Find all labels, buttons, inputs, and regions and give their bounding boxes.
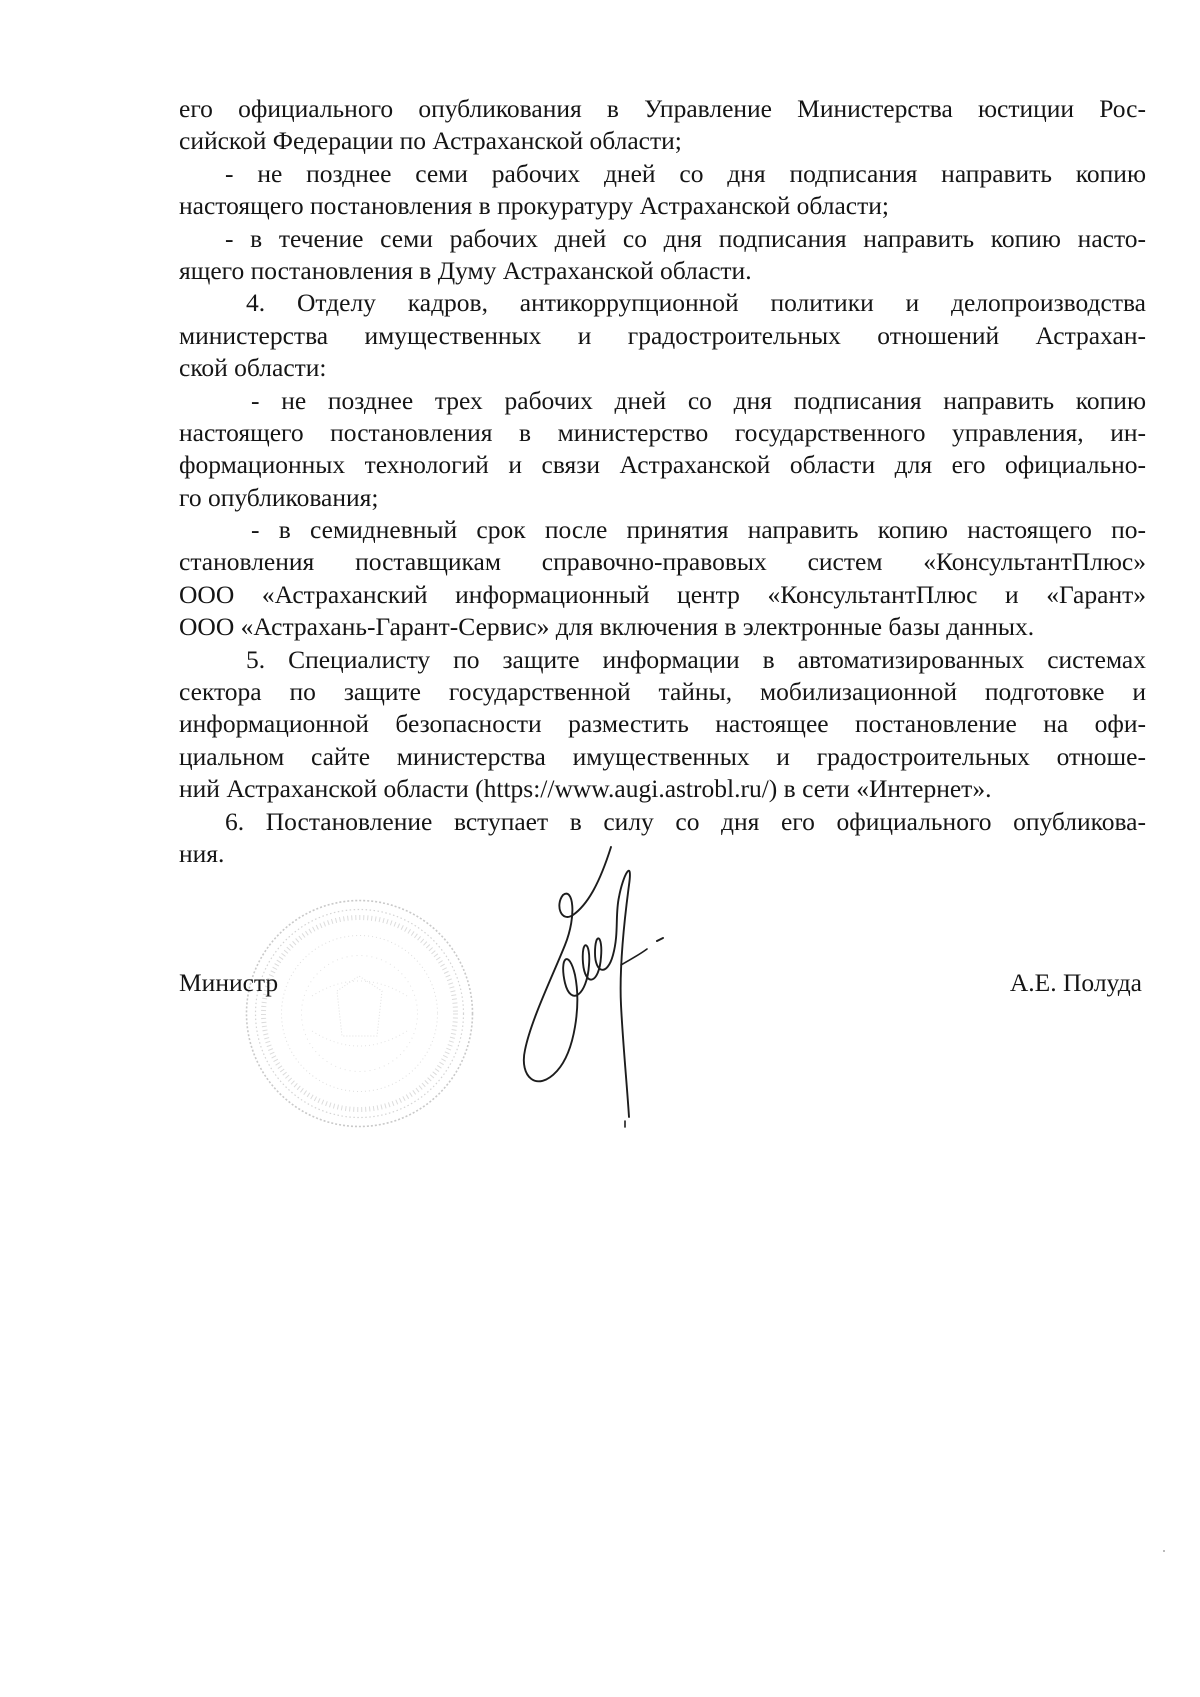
text-line: 5. Специалисту по защите информации в автоматизированных системах: [246, 644, 1146, 674]
text-line: - не позднее семи рабочих дней со дня подписания направить копию: [225, 158, 1146, 188]
text-line: ния.: [179, 838, 225, 868]
signatory-title: Министр: [179, 968, 279, 997]
signatory-name: А.Е. Полуда: [1009, 968, 1142, 997]
text-line: его официального опубликования в Управление Министерства юстиции Рос-: [179, 94, 1146, 123]
text-line: ООО «Астрахань-Гарант-Сервис» для включения в электронные базы данных.: [179, 612, 1035, 642]
text-line: - в семидневный срок после принятия направить копию настоящего по-: [251, 515, 1146, 545]
text-line: настоящего постановления в прокуратуру Астраханской области;: [179, 191, 890, 221]
text-line: информационной безопасности разместить настоящее постановление на офи-: [179, 709, 1146, 739]
text-line: сектора по защите государственной тайны, мобилизационной подготовке и: [179, 677, 1146, 707]
scan-speck: [1163, 1550, 1165, 1552]
text-line: ящего постановления в Думу Астраханской области.: [179, 255, 752, 285]
text-line: го опубликования;: [179, 482, 379, 512]
official-seal: [242, 896, 477, 1131]
text-line: - в течение семи рабочих дней со дня подписания направить копию насто-: [225, 223, 1146, 253]
text-line: 6. Постановление вступает в силу со дня его официального опубликова-: [225, 806, 1146, 836]
text-line: формационных технологий и связи Астраханской области для его официально-: [179, 450, 1146, 480]
document-body: [179, 93, 1146, 870]
text-line: ООО «Астраханский информационный центр «КонсультантПлюс и «Гарант»: [179, 579, 1146, 609]
text-line: становления поставщикам справочно-правовых систем «КонсультантПлюс»: [179, 547, 1146, 577]
text-line: министерства имущественных и градостроительных отношений Астрахан-: [179, 320, 1146, 350]
text-line: - не позднее трех рабочих дней со дня подписания направить копию: [251, 385, 1146, 415]
signature-row: [179, 963, 1146, 1003]
text-line: сийской Федерации по Астраханской области;: [179, 126, 682, 156]
text-line: настоящего постановления в министерство государственного управления, ин-: [179, 417, 1146, 447]
text-line: циальном сайте министерства имущественных и градостроительных отноше-: [179, 741, 1146, 771]
text-line: 4. Отделу кадров, антикоррупционной политики и делопроизводства: [246, 288, 1146, 318]
text-line: ской области:: [179, 353, 327, 383]
text-line: ний Астраханской области (https://www.augi.astrobl.ru/) в сети «Интернет».: [179, 774, 992, 804]
